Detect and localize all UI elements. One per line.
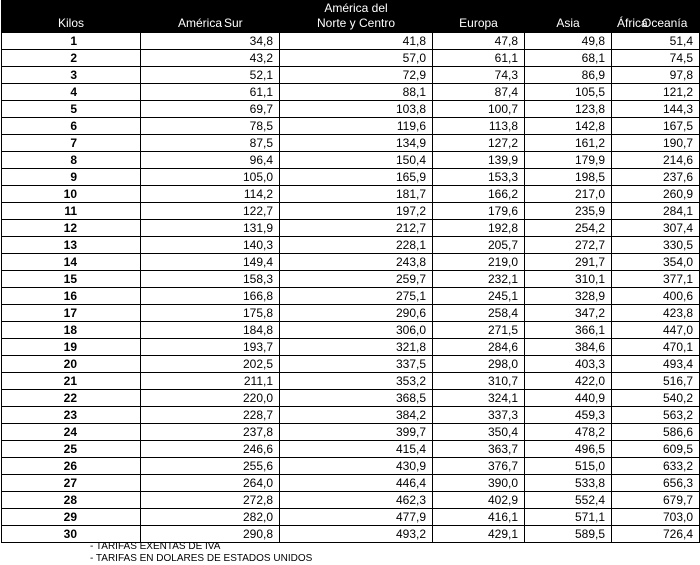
africa-oceania-cell: 447,0 bbox=[612, 322, 700, 339]
africa-oceania-cell: 74,5 bbox=[612, 50, 700, 67]
kilo-cell: 20 bbox=[2, 356, 141, 373]
norte-centro-cell: 306,0 bbox=[280, 322, 433, 339]
africa-oceania-cell: 679,7 bbox=[612, 492, 700, 509]
europa-cell: 232,1 bbox=[433, 271, 525, 288]
sur-cell: 69,7 bbox=[141, 101, 280, 118]
europa-cell: 192,8 bbox=[433, 220, 525, 237]
table-row bbox=[2, 237, 700, 254]
asia-cell: 49,8 bbox=[525, 33, 612, 50]
kilo-cell: 17 bbox=[2, 305, 141, 322]
sur-cell: 282,0 bbox=[141, 509, 280, 526]
header-asia-label: Asia bbox=[556, 16, 580, 30]
asia-cell: 198,5 bbox=[525, 169, 612, 186]
sur-cell: 246,6 bbox=[141, 441, 280, 458]
kilo-cell: 19 bbox=[2, 339, 141, 356]
sur-cell: 78,5 bbox=[141, 118, 280, 135]
europa-cell: 166,2 bbox=[433, 186, 525, 203]
table-row bbox=[2, 526, 700, 543]
table-row bbox=[2, 186, 700, 203]
norte-centro-cell: 119,6 bbox=[280, 118, 433, 135]
norte-centro-cell: 165,9 bbox=[280, 169, 433, 186]
sur-cell: 290,8 bbox=[141, 526, 280, 543]
africa-oceania-cell: 563,2 bbox=[612, 407, 700, 424]
norte-centro-cell: 477,9 bbox=[280, 509, 433, 526]
norte-centro-cell: 181,7 bbox=[280, 186, 433, 203]
europa-cell: 324,1 bbox=[433, 390, 525, 407]
asia-cell: 310,1 bbox=[525, 271, 612, 288]
asia-cell: 366,1 bbox=[525, 322, 612, 339]
africa-oceania-cell: 609,5 bbox=[612, 441, 700, 458]
europa-cell: 47,8 bbox=[433, 33, 525, 50]
sur-cell: 184,8 bbox=[141, 322, 280, 339]
kilo-cell: 22 bbox=[2, 390, 141, 407]
kilo-cell: 7 bbox=[2, 135, 141, 152]
europa-cell: 429,1 bbox=[433, 526, 525, 543]
africa-oceania-cell: 214,6 bbox=[612, 152, 700, 169]
asia-cell: 459,3 bbox=[525, 407, 612, 424]
kilo-cell: 18 bbox=[2, 322, 141, 339]
europa-cell: 350,4 bbox=[433, 424, 525, 441]
header-sur-label: Sur bbox=[224, 16, 243, 30]
sur-cell: 202,5 bbox=[141, 356, 280, 373]
norte-centro-cell: 243,8 bbox=[280, 254, 433, 271]
asia-cell: 589,5 bbox=[525, 526, 612, 543]
asia-cell: 552,4 bbox=[525, 492, 612, 509]
header-asia bbox=[525, 1, 612, 33]
kilo-cell: 5 bbox=[2, 101, 141, 118]
asia-cell: 478,2 bbox=[525, 424, 612, 441]
sur-cell: 264,0 bbox=[141, 475, 280, 492]
table-row bbox=[2, 84, 700, 101]
norte-centro-cell: 72,9 bbox=[280, 67, 433, 84]
europa-cell: 113,8 bbox=[433, 118, 525, 135]
africa-oceania-cell: 167,5 bbox=[612, 118, 700, 135]
norte-centro-cell: 57,0 bbox=[280, 50, 433, 67]
sur-cell: 158,3 bbox=[141, 271, 280, 288]
sur-cell: 237,8 bbox=[141, 424, 280, 441]
sur-cell: 175,8 bbox=[141, 305, 280, 322]
africa-oceania-cell: 656,3 bbox=[612, 475, 700, 492]
europa-cell: 127,2 bbox=[433, 135, 525, 152]
norte-centro-cell: 88,1 bbox=[280, 84, 433, 101]
norte-centro-cell: 493,2 bbox=[280, 526, 433, 543]
kilo-cell: 16 bbox=[2, 288, 141, 305]
africa-oceania-cell: 330,5 bbox=[612, 237, 700, 254]
norte-centro-cell: 368,5 bbox=[280, 390, 433, 407]
sur-cell: 61,1 bbox=[141, 84, 280, 101]
europa-cell: 205,7 bbox=[433, 237, 525, 254]
table-row bbox=[2, 305, 700, 322]
europa-cell: 153,3 bbox=[433, 169, 525, 186]
asia-cell: 403,3 bbox=[525, 356, 612, 373]
sur-cell: 220,0 bbox=[141, 390, 280, 407]
table-row bbox=[2, 203, 700, 220]
header-kilos-label: Kilos bbox=[57, 16, 84, 30]
table-row bbox=[2, 271, 700, 288]
sur-cell: 228,7 bbox=[141, 407, 280, 424]
europa-cell: 271,5 bbox=[433, 322, 525, 339]
kilo-cell: 30 bbox=[2, 526, 141, 543]
sur-cell: 131,9 bbox=[141, 220, 280, 237]
norte-centro-cell: 41,8 bbox=[280, 33, 433, 50]
africa-oceania-cell: 284,1 bbox=[612, 203, 700, 220]
table-row bbox=[2, 33, 700, 50]
asia-cell: 384,6 bbox=[525, 339, 612, 356]
europa-cell: 179,6 bbox=[433, 203, 525, 220]
norte-centro-cell: 321,8 bbox=[280, 339, 433, 356]
footnote-currency: - TARIFAS EN DOLARES DE ESTADOS UNIDOS bbox=[90, 553, 313, 564]
norte-centro-cell: 415,4 bbox=[280, 441, 433, 458]
header-row bbox=[2, 1, 700, 33]
africa-oceania-cell: 540,2 bbox=[612, 390, 700, 407]
kilo-cell: 21 bbox=[2, 373, 141, 390]
europa-cell: 284,6 bbox=[433, 339, 525, 356]
footnotes bbox=[90, 541, 312, 565]
sur-cell: 140,3 bbox=[141, 237, 280, 254]
africa-oceania-cell: 51,4 bbox=[612, 33, 700, 50]
asia-cell: 328,9 bbox=[525, 288, 612, 305]
norte-centro-cell: 353,2 bbox=[280, 373, 433, 390]
kilo-cell: 15 bbox=[2, 271, 141, 288]
norte-centro-cell: 134,9 bbox=[280, 135, 433, 152]
africa-oceania-cell: 703,0 bbox=[612, 509, 700, 526]
table-row bbox=[2, 356, 700, 373]
sur-cell: 43,2 bbox=[141, 50, 280, 67]
africa-oceania-cell: 470,1 bbox=[612, 339, 700, 356]
norte-centro-cell: 275,1 bbox=[280, 288, 433, 305]
table-row bbox=[2, 424, 700, 441]
asia-cell: 68,1 bbox=[525, 50, 612, 67]
kilo-cell: 27 bbox=[2, 475, 141, 492]
table-row bbox=[2, 135, 700, 152]
sur-cell: 272,8 bbox=[141, 492, 280, 509]
table-row bbox=[2, 458, 700, 475]
kilo-cell: 29 bbox=[2, 509, 141, 526]
norte-centro-cell: 197,2 bbox=[280, 203, 433, 220]
africa-oceania-cell: 516,7 bbox=[612, 373, 700, 390]
table-row bbox=[2, 67, 700, 84]
table-row bbox=[2, 118, 700, 135]
asia-cell: 86,9 bbox=[525, 67, 612, 84]
norte-centro-cell: 290,6 bbox=[280, 305, 433, 322]
kilo-cell: 10 bbox=[2, 186, 141, 203]
sur-cell: 149,4 bbox=[141, 254, 280, 271]
africa-oceania-cell: 354,0 bbox=[612, 254, 700, 271]
kilo-cell: 1 bbox=[2, 33, 141, 50]
header-america-sur bbox=[141, 1, 280, 33]
europa-cell: 298,0 bbox=[433, 356, 525, 373]
asia-cell: 347,2 bbox=[525, 305, 612, 322]
asia-cell: 217,0 bbox=[525, 186, 612, 203]
europa-cell: 87,4 bbox=[433, 84, 525, 101]
asia-cell: 254,2 bbox=[525, 220, 612, 237]
kilo-cell: 25 bbox=[2, 441, 141, 458]
europa-cell: 337,3 bbox=[433, 407, 525, 424]
europa-cell: 74,3 bbox=[433, 67, 525, 84]
rate-table-body bbox=[2, 33, 700, 543]
kilo-cell: 26 bbox=[2, 458, 141, 475]
sur-cell: 166,8 bbox=[141, 288, 280, 305]
kilo-cell: 23 bbox=[2, 407, 141, 424]
table-row bbox=[2, 492, 700, 509]
kilo-cell: 4 bbox=[2, 84, 141, 101]
africa-oceania-cell: 423,8 bbox=[612, 305, 700, 322]
sur-cell: 255,6 bbox=[141, 458, 280, 475]
sur-cell: 96,4 bbox=[141, 152, 280, 169]
europa-cell: 258,4 bbox=[433, 305, 525, 322]
table-row bbox=[2, 509, 700, 526]
sur-cell: 211,1 bbox=[141, 373, 280, 390]
kilo-cell: 12 bbox=[2, 220, 141, 237]
sur-cell: 193,7 bbox=[141, 339, 280, 356]
sur-cell: 105,0 bbox=[141, 169, 280, 186]
norte-centro-cell: 462,3 bbox=[280, 492, 433, 509]
africa-oceania-cell: 633,2 bbox=[612, 458, 700, 475]
header-norte-line1: América del bbox=[324, 1, 388, 15]
header-kilos bbox=[2, 1, 141, 33]
table-row bbox=[2, 169, 700, 186]
kilo-cell: 11 bbox=[2, 203, 141, 220]
africa-oceania-cell: 493,4 bbox=[612, 356, 700, 373]
table-row bbox=[2, 407, 700, 424]
table-row bbox=[2, 50, 700, 67]
norte-centro-cell: 384,2 bbox=[280, 407, 433, 424]
asia-cell: 440,9 bbox=[525, 390, 612, 407]
asia-cell: 515,0 bbox=[525, 458, 612, 475]
africa-oceania-cell: 586,6 bbox=[612, 424, 700, 441]
sur-cell: 122,7 bbox=[141, 203, 280, 220]
africa-oceania-cell: 237,6 bbox=[612, 169, 700, 186]
kilo-cell: 8 bbox=[2, 152, 141, 169]
europa-cell: 390,0 bbox=[433, 475, 525, 492]
table-row bbox=[2, 373, 700, 390]
norte-centro-cell: 399,7 bbox=[280, 424, 433, 441]
norte-centro-cell: 337,5 bbox=[280, 356, 433, 373]
header-europa-label: Europa bbox=[459, 16, 498, 30]
africa-oceania-cell: 144,3 bbox=[612, 101, 700, 118]
table-row bbox=[2, 475, 700, 492]
norte-centro-cell: 150,4 bbox=[280, 152, 433, 169]
asia-cell: 235,9 bbox=[525, 203, 612, 220]
kilo-cell: 24 bbox=[2, 424, 141, 441]
kilo-cell: 28 bbox=[2, 492, 141, 509]
asia-cell: 422,0 bbox=[525, 373, 612, 390]
norte-centro-cell: 103,8 bbox=[280, 101, 433, 118]
table-row bbox=[2, 254, 700, 271]
header-america-label: América bbox=[178, 16, 223, 30]
header-africa-oceania bbox=[612, 1, 700, 33]
header-africa-label: África bbox=[617, 16, 648, 30]
asia-cell: 496,5 bbox=[525, 441, 612, 458]
kilo-cell: 14 bbox=[2, 254, 141, 271]
footnote-iva: - TARIFAS EXENTAS DE IVA bbox=[90, 541, 221, 552]
table-row bbox=[2, 220, 700, 237]
africa-oceania-cell: 260,9 bbox=[612, 186, 700, 203]
table-row bbox=[2, 288, 700, 305]
europa-cell: 402,9 bbox=[433, 492, 525, 509]
europa-cell: 416,1 bbox=[433, 509, 525, 526]
table-row bbox=[2, 152, 700, 169]
europa-cell: 245,1 bbox=[433, 288, 525, 305]
asia-cell: 105,5 bbox=[525, 84, 612, 101]
sur-cell: 114,2 bbox=[141, 186, 280, 203]
kilo-cell: 3 bbox=[2, 67, 141, 84]
asia-cell: 272,7 bbox=[525, 237, 612, 254]
header-norte-line2: Norte y Centro bbox=[316, 16, 396, 30]
norte-centro-cell: 430,9 bbox=[280, 458, 433, 475]
table-row bbox=[2, 101, 700, 118]
norte-centro-cell: 228,1 bbox=[280, 237, 433, 254]
africa-oceania-cell: 726,4 bbox=[612, 526, 700, 543]
europa-cell: 100,7 bbox=[433, 101, 525, 118]
kilo-cell: 6 bbox=[2, 118, 141, 135]
header-oceania-label: Oceanía bbox=[642, 16, 688, 30]
norte-centro-cell: 259,7 bbox=[280, 271, 433, 288]
asia-cell: 179,9 bbox=[525, 152, 612, 169]
africa-oceania-cell: 400,6 bbox=[612, 288, 700, 305]
table-row bbox=[2, 339, 700, 356]
kilo-cell: 2 bbox=[2, 50, 141, 67]
europa-cell: 376,7 bbox=[433, 458, 525, 475]
rate-table bbox=[1, 0, 700, 543]
sur-cell: 52,1 bbox=[141, 67, 280, 84]
asia-cell: 291,7 bbox=[525, 254, 612, 271]
table-row bbox=[2, 390, 700, 407]
africa-oceania-cell: 97,8 bbox=[612, 67, 700, 84]
africa-oceania-cell: 121,2 bbox=[612, 84, 700, 101]
europa-cell: 61,1 bbox=[433, 50, 525, 67]
kilo-cell: 9 bbox=[2, 169, 141, 186]
table-row bbox=[2, 441, 700, 458]
header-america-norte-centro bbox=[280, 1, 433, 33]
sur-cell: 87,5 bbox=[141, 135, 280, 152]
header-europa bbox=[433, 1, 525, 33]
asia-cell: 123,8 bbox=[525, 101, 612, 118]
norte-centro-cell: 446,4 bbox=[280, 475, 433, 492]
africa-oceania-cell: 190,7 bbox=[612, 135, 700, 152]
europa-cell: 219,0 bbox=[433, 254, 525, 271]
kilo-cell: 13 bbox=[2, 237, 141, 254]
asia-cell: 161,2 bbox=[525, 135, 612, 152]
africa-oceania-cell: 377,1 bbox=[612, 271, 700, 288]
europa-cell: 310,7 bbox=[433, 373, 525, 390]
asia-cell: 571,1 bbox=[525, 509, 612, 526]
asia-cell: 533,8 bbox=[525, 475, 612, 492]
asia-cell: 142,8 bbox=[525, 118, 612, 135]
africa-oceania-cell: 307,4 bbox=[612, 220, 700, 237]
europa-cell: 139,9 bbox=[433, 152, 525, 169]
europa-cell: 363,7 bbox=[433, 441, 525, 458]
table-row bbox=[2, 322, 700, 339]
norte-centro-cell: 212,7 bbox=[280, 220, 433, 237]
sur-cell: 34,8 bbox=[141, 33, 280, 50]
